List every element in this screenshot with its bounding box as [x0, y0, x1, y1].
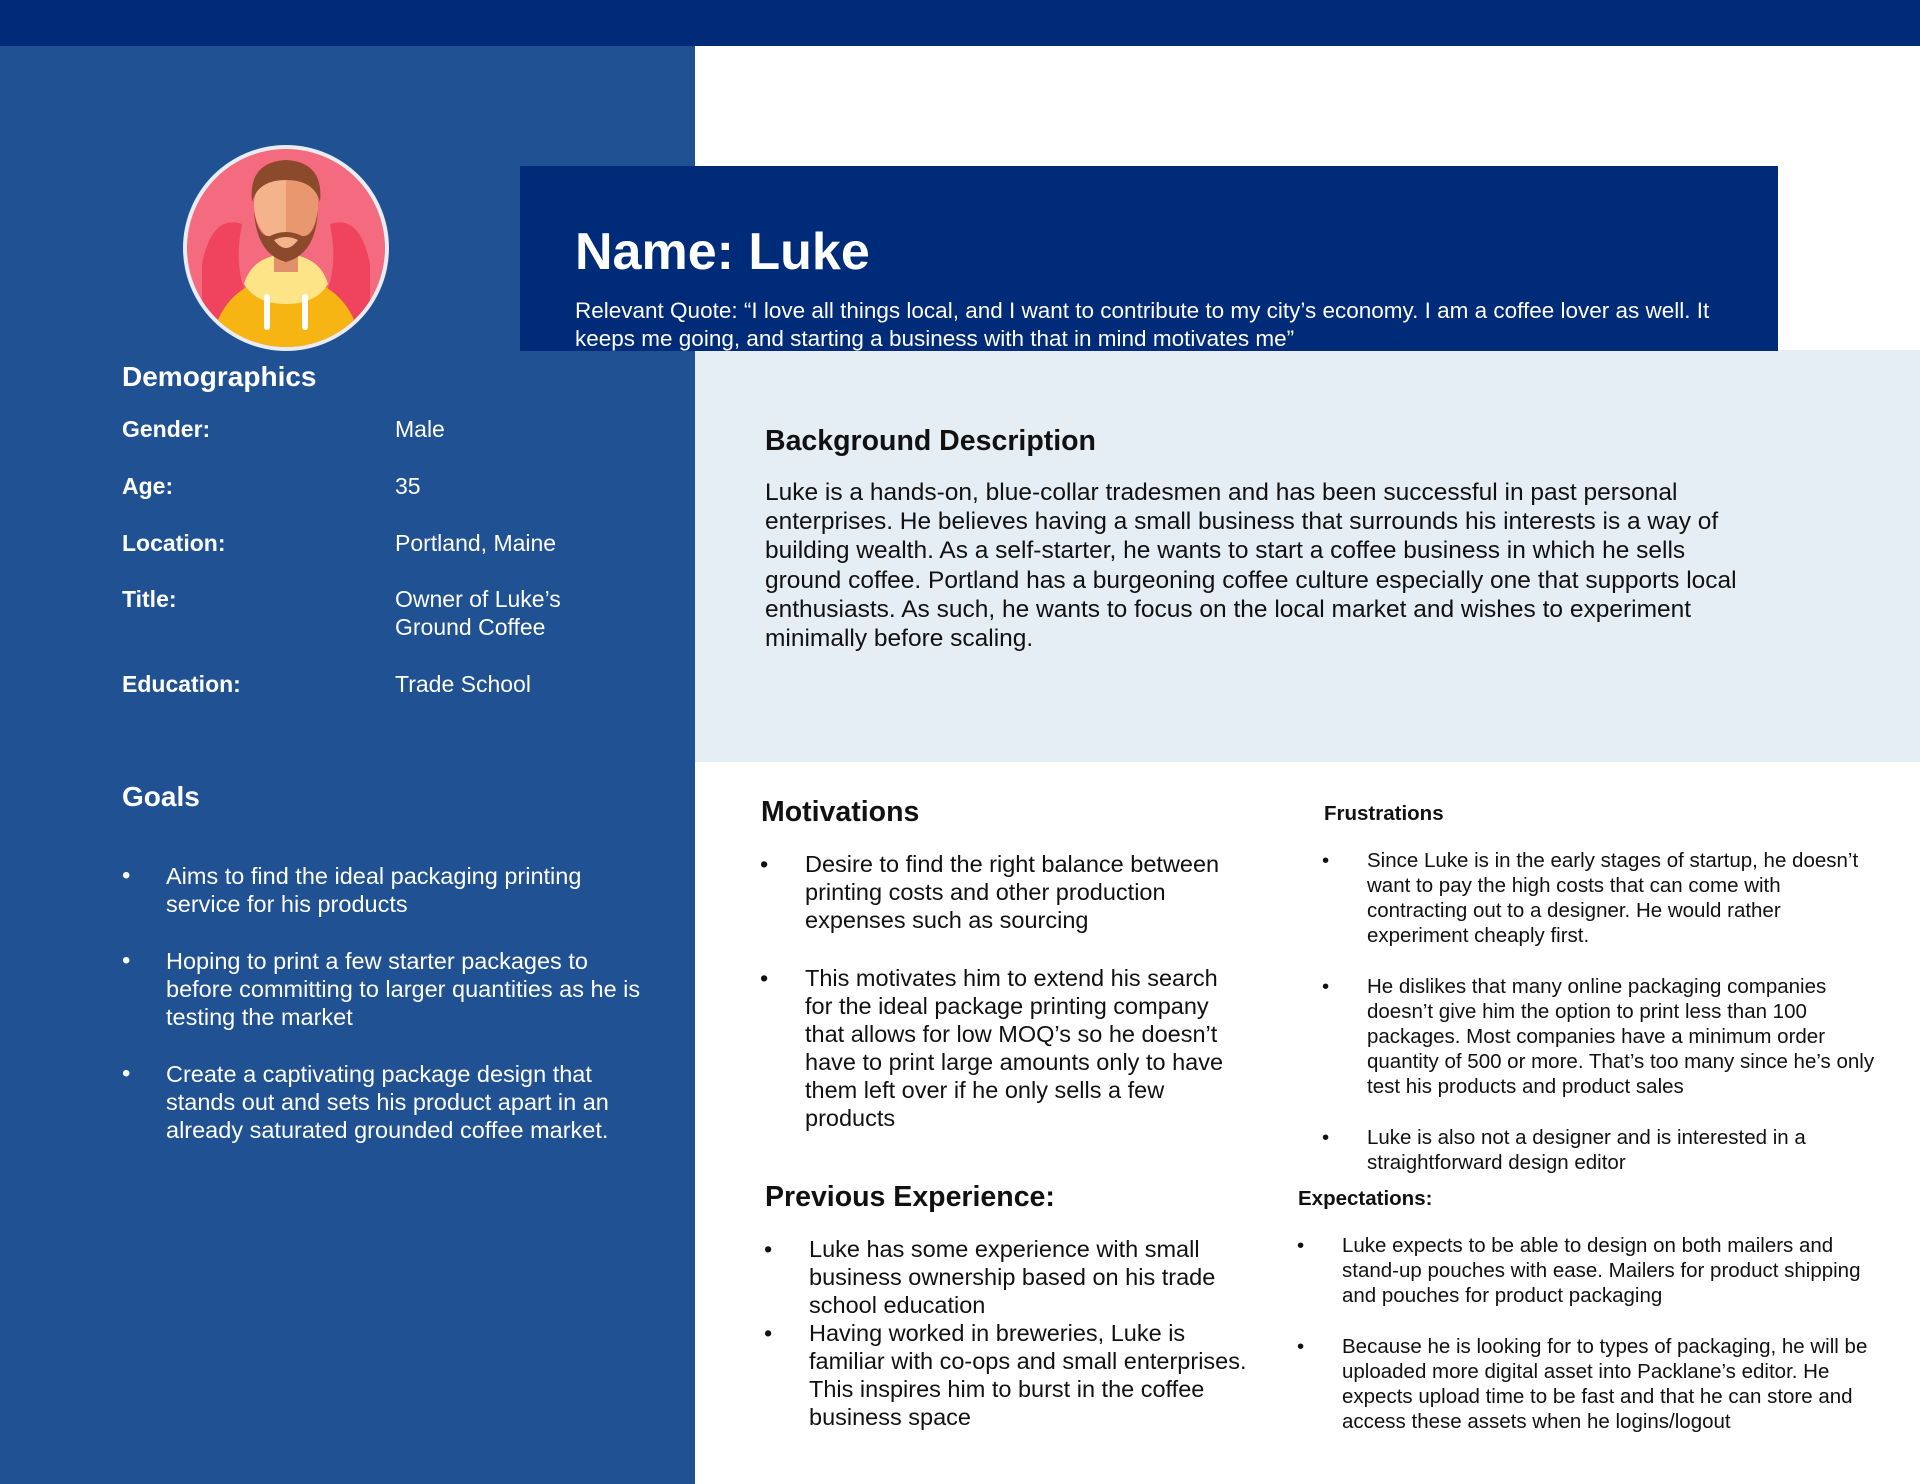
- list-item: • Hoping to print a few starter packages to before committing to larger quantities as he is testing the market: [122, 947, 642, 1031]
- list-item: • Desire to find the right balance between printing costs and other production expenses such as sourcing: [760, 850, 1250, 934]
- background-text: Luke is a hands-on, blue-collar tradesmen and has been successful in past personal enterprises. He believes having a small business that surrounds his interests is a way of building wealth. As a self-starter, he wants to start a coffee business in which he sells ground coffee. Portland has a burgeoning coffee culture especially one that supports local enthusiasts. As such, he wants to focus on the local market and wishes to experiment minimally before scaling.: [765, 479, 1737, 653]
- age-value: 35: [395, 473, 421, 499]
- list-item: • Luke expects to be able to design on both mailers and stand-up pouches with ease. Mailers for product shipping and pouches for product packaging: [1297, 1233, 1877, 1308]
- previous-experience-list: [764, 1235, 1264, 1431]
- goals-title: Goals: [122, 781, 200, 812]
- title-value: Owner of Luke’s Ground Coffee: [395, 586, 561, 640]
- education-value: Trade School: [395, 671, 531, 697]
- expectations-list: [1297, 1233, 1877, 1460]
- list-item: • Having worked in breweries, Luke is familiar with co-ops and small enterprises. This inspires him to burst in the coffee business space: [764, 1319, 1264, 1431]
- list-item: • Luke is also not a designer and is interested in a straightforward design editor: [1322, 1125, 1882, 1175]
- age-label: Age:: [122, 473, 174, 499]
- frustrations-title: Frustrations: [1324, 802, 1444, 825]
- education-label: Education:: [122, 671, 241, 697]
- goals-list: [122, 862, 642, 1173]
- motivations-list: [760, 850, 1250, 1162]
- location-value: Portland, Maine: [395, 530, 557, 556]
- list-item: • Create a captivating package design that stands out and sets his product apart in an already saturated grounded coffee market.: [122, 1060, 642, 1144]
- list-item: • Because he is looking for to types of packaging, he will be uploaded more digital asset into Packlane’s editor. He expects upload time to be fast and that he can store and access these assets when he logins/logout: [1297, 1334, 1877, 1434]
- background-title: Background Description: [765, 425, 1096, 457]
- demographics-title: Demographics: [122, 361, 317, 392]
- list-item: • Luke has some experience with small business ownership based on his trade school education: [764, 1235, 1264, 1319]
- top-bar: [0, 0, 1920, 46]
- title-label: Title:: [122, 586, 177, 612]
- list-item: • Aims to find the ideal packaging printing service for his products: [122, 862, 642, 918]
- gender-value: Male: [395, 416, 445, 442]
- previous-experience-title: Previous Experience:: [765, 1181, 1055, 1213]
- avatar: [182, 144, 390, 352]
- list-item: • This motivates him to extend his search for the ideal package printing company that allows for low MOQ’s so he doesn’t have to print large amounts only to have them left over if he only sells a few products: [760, 964, 1250, 1132]
- list-item: • He dislikes that many online packaging companies doesn’t give him the option to print less than 100 packages. Most companies have a minimum order quantity of 500 or more. That’s too many since he’s only test his products and product sales: [1322, 974, 1882, 1099]
- list-item: • Since Luke is in the early stages of startup, he doesn’t want to pay the high costs that can come with contracting out to a designer. He would rather experiment cheaply first.: [1322, 848, 1882, 948]
- persona-name: Name: Luke: [575, 223, 870, 281]
- gender-label: Gender:: [122, 416, 211, 442]
- motivations-title: Motivations: [761, 796, 920, 828]
- bearded-man-avatar-icon: [182, 144, 390, 352]
- location-label: Location:: [122, 530, 226, 556]
- persona-quote: Relevant Quote: “I love all things local, and I want to contribute to my city’s economy. I am a coffee lover as well. It keeps me going, and starting a business with that in mind motivates me”: [575, 298, 1710, 351]
- expectations-title: Expectations:: [1298, 1187, 1433, 1210]
- frustrations-list: [1322, 848, 1882, 1201]
